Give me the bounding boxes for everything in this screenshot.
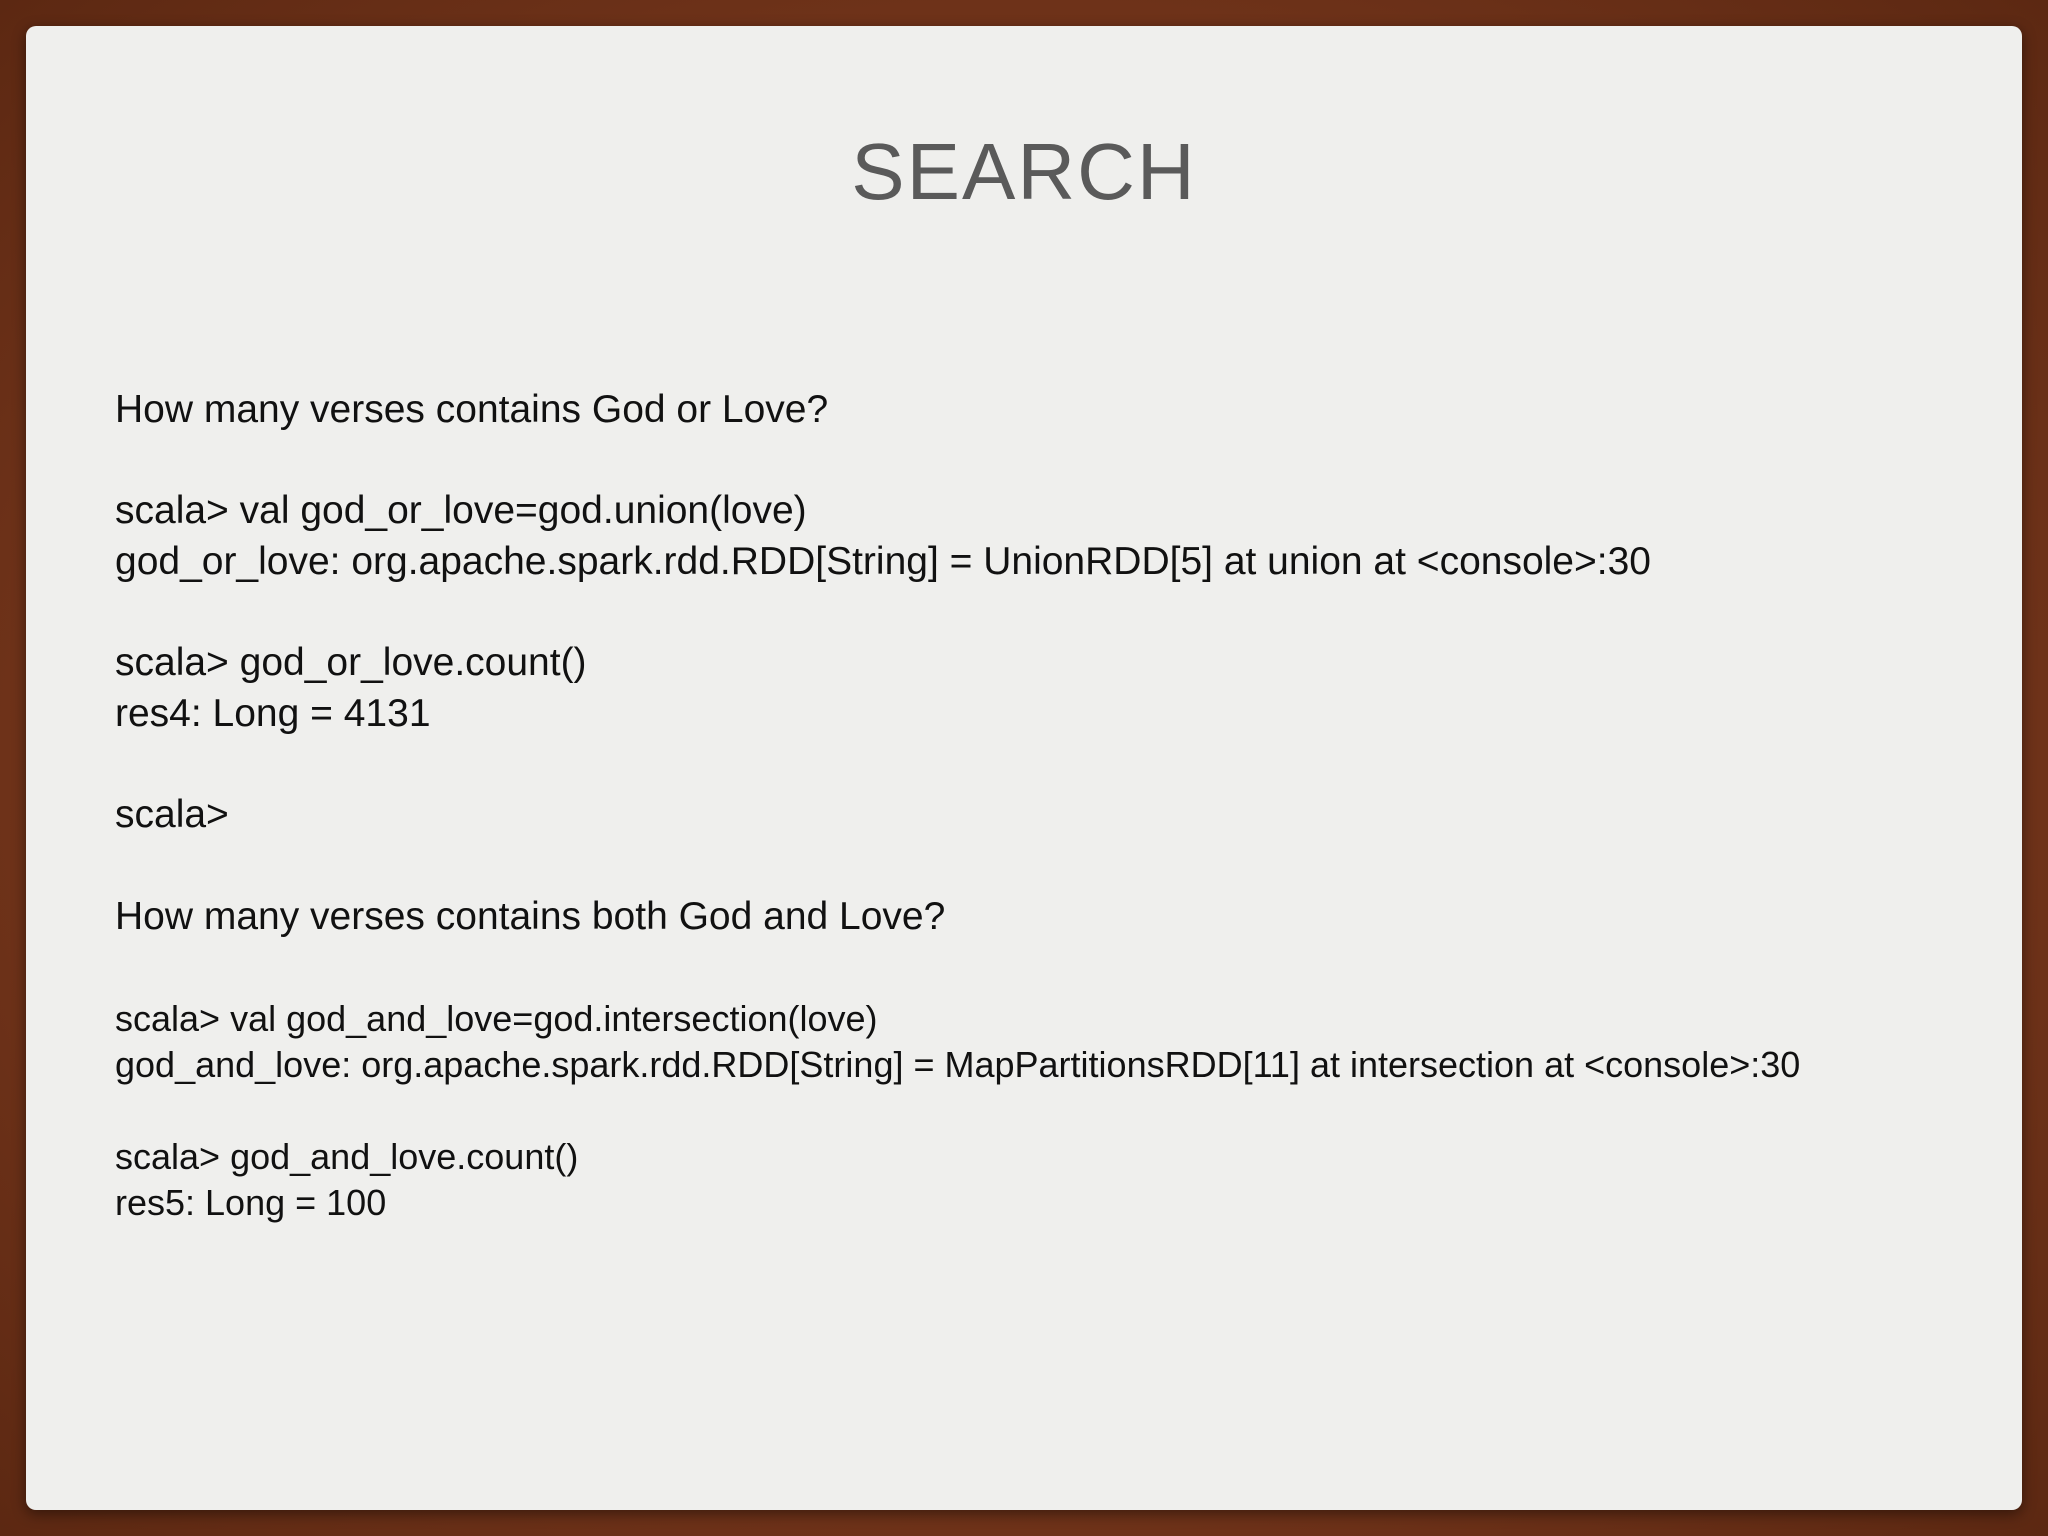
code-line: scala> val god_or_love=god.union(love) <box>115 489 807 532</box>
output-line: god_or_love: org.apache.spark.rdd.RDD[String] = UnionRDD[5] at union at <console>:30 <box>115 540 1651 583</box>
question-union: How many verses contains God or Love? <box>115 388 829 431</box>
slide-title: SEARCH <box>851 127 1197 216</box>
prompt-line: scala> <box>115 793 229 836</box>
output-line: god_and_love: org.apache.spark.rdd.RDD[String] = MapPartitionsRDD[11] at intersection at <console>:30 <box>115 1044 1801 1085</box>
output-line: res5: Long = 100 <box>115 1182 387 1223</box>
output-line: res4: Long = 4131 <box>115 692 431 735</box>
slide <box>26 26 2022 1510</box>
question-intersection: How many verses contains both God and Love? <box>115 895 946 938</box>
code-line: scala> god_or_love.count() <box>115 641 587 684</box>
code-line: scala> god_and_love.count() <box>115 1136 579 1177</box>
code-line: scala> val god_and_love=god.intersection(love) <box>115 998 878 1039</box>
